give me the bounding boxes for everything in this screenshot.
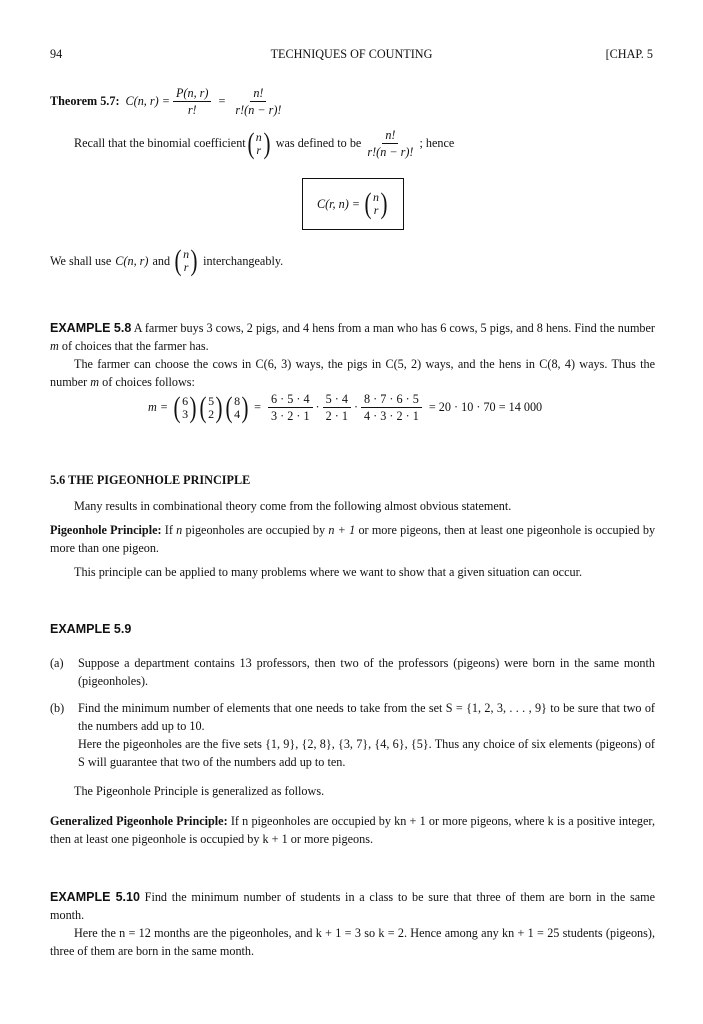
page-number: 94 <box>50 47 63 61</box>
usage-line: We shall use C(n, r) and ( n r ) interchangeably. <box>50 244 284 277</box>
example-label: EXAMPLE 5.8 <box>50 321 132 335</box>
recall-fraction: $\frac{n!}{r!(n - r)!}$ <box>367 128 414 160</box>
theorem-5-7: Theorem 5.7: C(n, r) = $\frac{P(n, r)}{r!}$ = $\frac{n!}{r!(n - r)!}$ <box>50 86 287 117</box>
binomial-coefficient: ( n r ) <box>247 126 271 160</box>
example-5-8: EXAMPLE 5.8 A farmer buys 3 cows, 2 pigs, and 4 hens from a man who has 6 cows, 5 pigs, and 8 hens. Find the number m of choices that the farmer has. The farmer can choose the cows in C(6, 3) ways, the pigs in C(5, 2) ways, and the hens in C(8, 4) ways. Thus the number m of choices follows: <box>50 321 655 389</box>
generalized-principle: The Pigeonhole Principle is generalized as follows. Generalized Pigeonhole Principle: If n pigeonholes are occupied by kn + 1 or more pigeons, where k is a positive integer, then at least one pigeonhole is occupied by k + 1 or more pigeons. <box>50 784 655 846</box>
example-5-10: EXAMPLE 5.10 Find the minimum number of students in a class to be sure that three of them are born in the same month. Here the n = 12 months are the pigeonholes, and k + 1 = 3 so k = 2. Hence among any kn + 1 = 25 students (pigeons), three of them are born in the same month. <box>50 890 656 958</box>
theorem-fraction-1: $\frac{P(n, r)}{r!}$ <box>173 86 212 117</box>
theorem-label: Theorem 5.7: <box>50 94 120 109</box>
recall-line: Recall that the binomial coefficient ( n r ) was defined to be $\frac{n!}{r!(n - r)!}$ ; hence <box>74 126 455 160</box>
boxed-equation: C(r, n) = ( n r ) <box>302 178 404 230</box>
section-5-6-body: Many results in combinational theory come from the following almost obvious statement. Pigeonhole Principle: If n pigeonholes are occupied by n + 1 or more pigeons, then at least one pigeonhole is occupied by more than one pigeon. This principle can be applied to many problems where we want to show that a given situation can occur. <box>50 499 656 579</box>
theorem-fraction-2: $\frac{n!}{r!(n - r)!}$ <box>235 86 282 118</box>
theorem-lhs: C(n, r) = <box>125 94 170 109</box>
chapter-label: [CHAP. 5 <box>605 47 653 61</box>
section-title: 5.6 THE PIGEONHOLE PRINCIPLE <box>50 473 251 487</box>
example-5-8-formula: m = ( 6 3 ) ( 5 2 ) ( 8 4 ) = $\frac{6 \cdot 5 \cdot 4}{3 \cdot 2 \cdot 1}$ · $\frac{5 \cdot 4}{2 \cdot 1}$ · $\frac{8 \cdot 7 \cdot 6 \cdot 5}{4 \cdot 3 \cdot 2 \cdot 1}$ = 20 · 10 · 70 = 14 000 <box>148 390 543 424</box>
running-title: TECHNIQUES OF COUNTING <box>270 47 433 61</box>
example-5-9-label: EXAMPLE 5.9 <box>50 622 132 636</box>
example-5-9-body: (a) Suppose a department contains 13 professors, then two of the professors (pigeons) were born in the same month (pigeonholes). (b) Find the minimum number of elements that one needs to take from the set S = {1, 2, 3, . . . , 9} to be sure that two of the numbers add up to 10. Here the pigeonholes are the five sets {1, 9}, {2, 8}, {3, 7}, {4, 6}, {5}. Thus any choice of six elements (pigeons) of S will guarantee that two of the numbers add up to ten. <box>50 656 655 769</box>
